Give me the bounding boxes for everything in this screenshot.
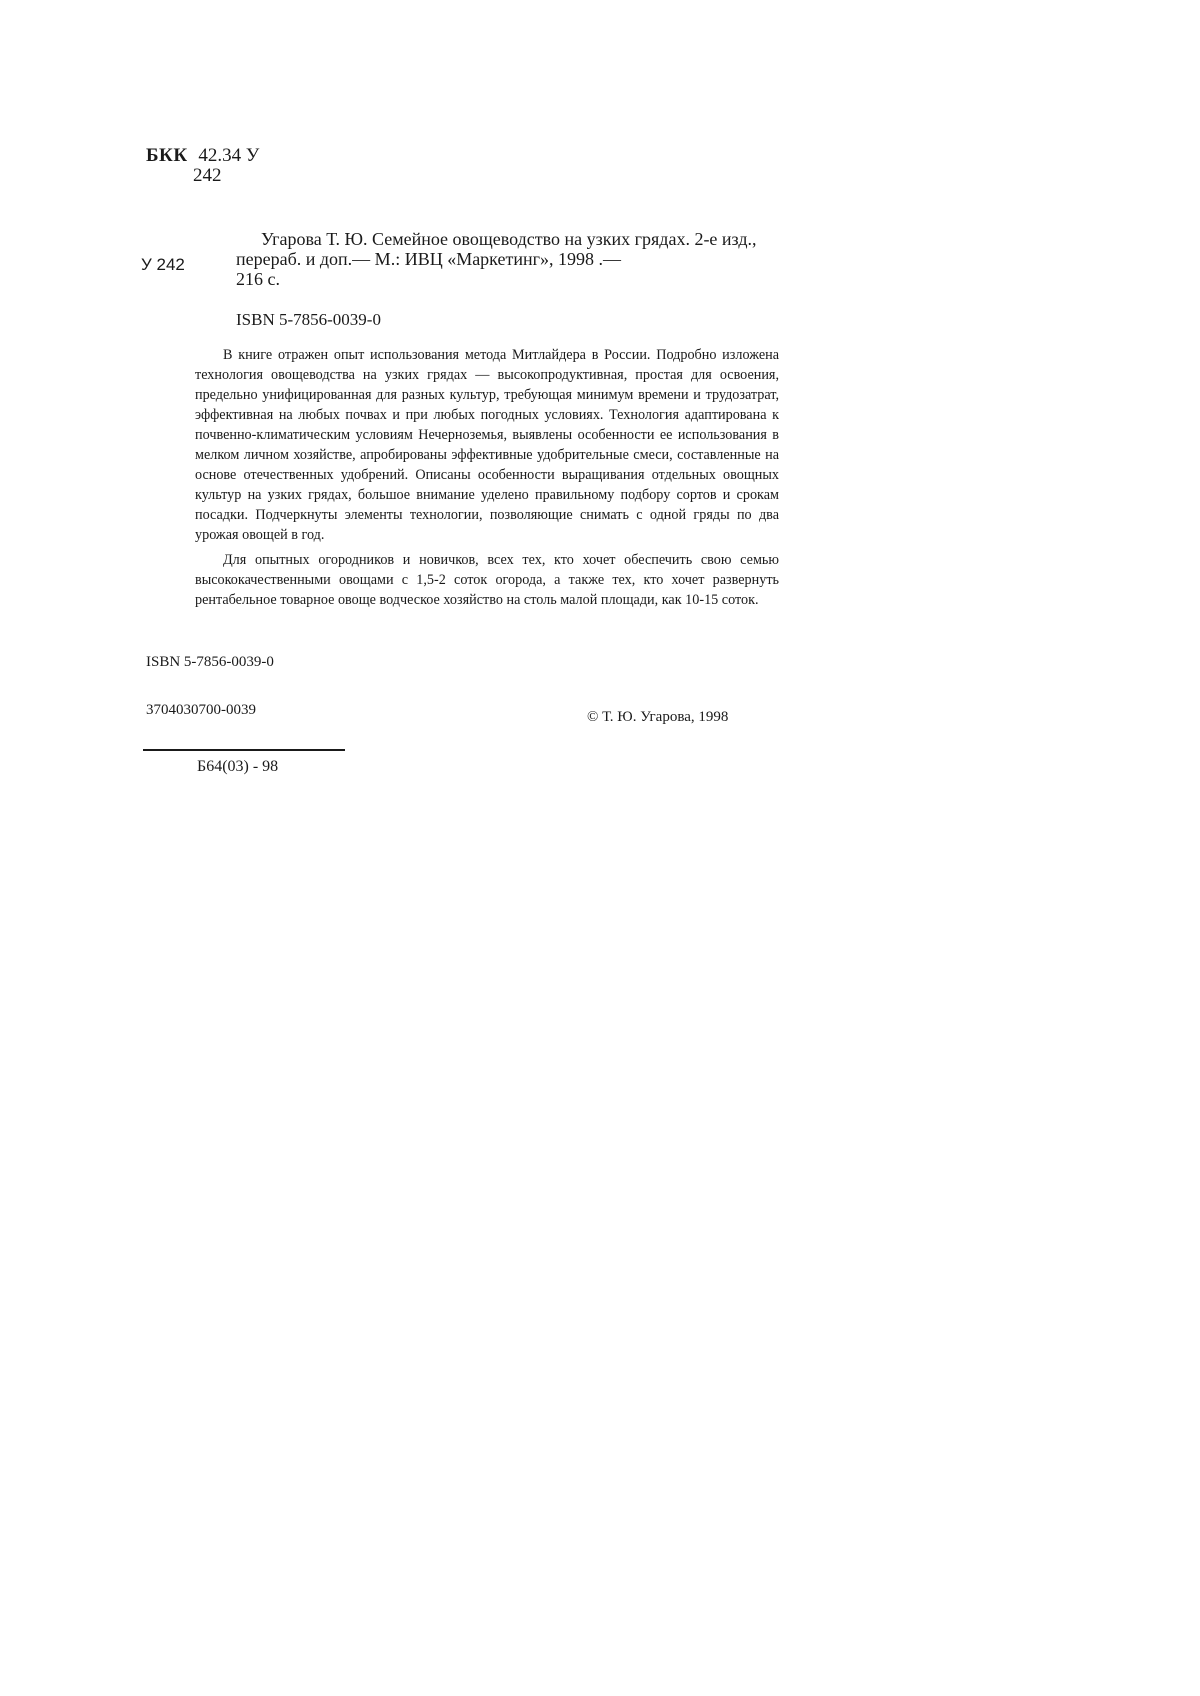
bbk-label: БКК: [146, 145, 188, 166]
biblio-line-3: 216 с.: [236, 269, 280, 289]
bottom-code: Б64(03) - 98: [197, 758, 279, 775]
annotation-paragraph-1: В книге отражен опыт использования метода Митлайдера в России. Подробно изложена технология овощеводства на узких грядах — высокопродуктивная, простая для освоения, предельно унифицированная для разных культур, требующая минимум времени и трудозатрат, эффективная на любых почвах и при любых погодных условиях. Технология адаптирована к почвенно-климатическим условиям Нечерноземья, выявлены особенности ее использования в мелком личном хозяйстве, апробированы эффективные удобрительные смеси, составленные на основе отечественных удобрений. Описаны особенности выращивания отдельных овощных культур на узких грядах, большое внимание уделено правильному подбору сортов и срокам посадки. Подчеркнуты элементы технологии, позволяющие снимать с одной гряды по два урожая овощей в год.: [195, 347, 779, 543]
annotation: [195, 345, 779, 615]
publication-code: 3704030700-0039: [146, 702, 256, 718]
isbn-imprint: ISBN 5-7856-0039-0: [146, 654, 274, 670]
divider-rule: [143, 749, 345, 751]
isbn-record: ISBN 5-7856-0039-0: [236, 310, 381, 329]
bbk-index: [146, 145, 259, 167]
bibliographic-record: [236, 229, 784, 289]
annotation-paragraph-2: Для опытных огородников и новичков, всех тех, кто хочет обеспечить свою семью высококачественными овощами с 1,5-2 соток огорода, а также тех, кто хочет развернуть рентабельное товарное овоще водческое хозяйство на столь малой площади, как 10-15 соток.: [195, 552, 779, 608]
bbk-number: 42.34 У: [198, 145, 260, 166]
bbk-code: 242: [193, 165, 222, 186]
biblio-line-2: перераб. и доп.— М.: ИВЦ «Маркетинг», 1998 .—: [236, 249, 621, 269]
biblio-line-1: Угарова Т. Ю. Семейное овощеводство на узких грядах. 2-е изд.,: [261, 229, 757, 249]
copyright-notice: © Т. Ю. Угарова, 1998: [587, 709, 729, 725]
author-mark: У 242: [141, 255, 185, 274]
